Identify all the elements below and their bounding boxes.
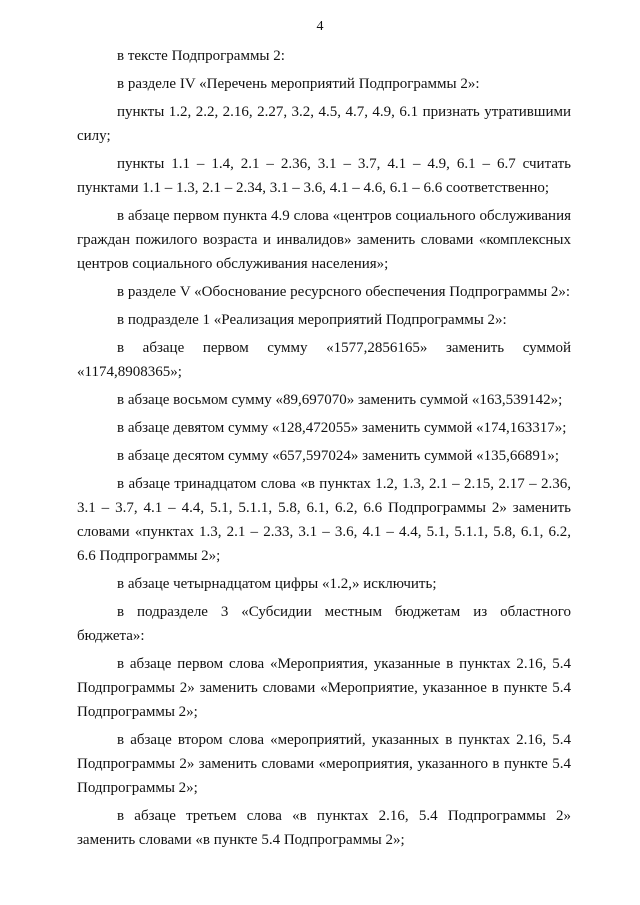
paragraph-item-4-9: в абзаце первом пункта 4.9 слова «центров социального обслуживания граждан пожилого возраста и инвалидов» заменить словами «комплексных центров социального обслуживания населения»; — [77, 208, 571, 272]
paragraph-section-iv: в разделе IV «Перечень мероприятий Подпрограммы 2»: — [117, 76, 480, 92]
paragraph-thirteenth: в абзаце тринадцатом слова «в пунктах 1.2, 1.3, 2.1 – 2.15, 2.17 – 2.36, 3.1 – 3.7, 4.1 – 4.4, 5.1, 5.1.1, 5.8, 6.1, 6.2, 6.6 Подпрограммы 2» заменить словами «пунктах 1.3, 2.1 – 2.33, 3.1 – 3.6, 4.1 – 4.4, 5.1, 5.1.1, 5.8, 6.1, 6.2, 6.6 Подпрограммы 2»; — [77, 476, 571, 564]
page-number: 4 — [316, 19, 324, 34]
paragraph-sub3-third: в абзаце третьем слова «в пунктах 2.16, 5.4 Подпрограммы 2» заменить словами «в пункте 5.4 Подпрограммы 2»; — [77, 808, 571, 848]
paragraph-first-sum: в абзаце первом сумму «1577,2856165» заменить суммой «1174,8908365»; — [77, 340, 571, 380]
paragraph-tenth-sum: в абзаце десятом сумму «657,597024» заменить суммой «135,66891»; — [117, 448, 560, 464]
document-body — [77, 44, 571, 856]
paragraph-fourteenth: в абзаце четырнадцатом цифры «1.2,» исключить; — [117, 576, 437, 592]
paragraph-ninth-sum: в абзаце девятом сумму «128,472055» заменить суммой «174,163317»; — [117, 420, 567, 436]
paragraph-sub3-first: в абзаце первом слова «Мероприятия, указанные в пунктах 2.16, 5.4 Подпрограммы 2» заменить словами «Мероприятие, указанное в пункте 5.4 Подпрограммы 2»; — [77, 656, 571, 720]
paragraph-items-renumbered: пункты 1.1 – 1.4, 2.1 – 2.36, 3.1 – 3.7, 4.1 – 4.9, 6.1 – 6.7 считать пунктами 1.1 – 1.3, 2.1 – 2.34, 3.1 – 3.6, 4.1 – 4.6, 6.1 – 6.6 соответственно; — [77, 156, 571, 196]
paragraph-section-v: в разделе V «Обоснование ресурсного обеспечения Подпрограммы 2»: — [117, 284, 571, 300]
paragraph-subsection-1: в подразделе 1 «Реализация мероприятий Подпрограммы 2»: — [117, 312, 507, 328]
paragraph-sub3-second: в абзаце втором слова «мероприятий, указанных в пунктах 2.16, 5.4 Подпрограммы 2» заменить словами «мероприятия, указанного в пункте 5.4 Подпрограммы 2»; — [77, 732, 571, 796]
paragraph-subsection-3: в подразделе 3 «Субсидии местным бюджетам из областного бюджета»: — [77, 604, 571, 644]
paragraph-eighth-sum: в абзаце восьмом сумму «89,697070» заменить суммой «163,539142»; — [117, 392, 563, 408]
paragraph-items-invalidated: пункты 1.2, 2.2, 2.16, 2.27, 3.2, 4.5, 4.7, 4.9, 6.1 признать утратившими силу; — [77, 104, 571, 144]
paragraph-text-intro: в тексте Подпрограммы 2: — [117, 48, 285, 64]
